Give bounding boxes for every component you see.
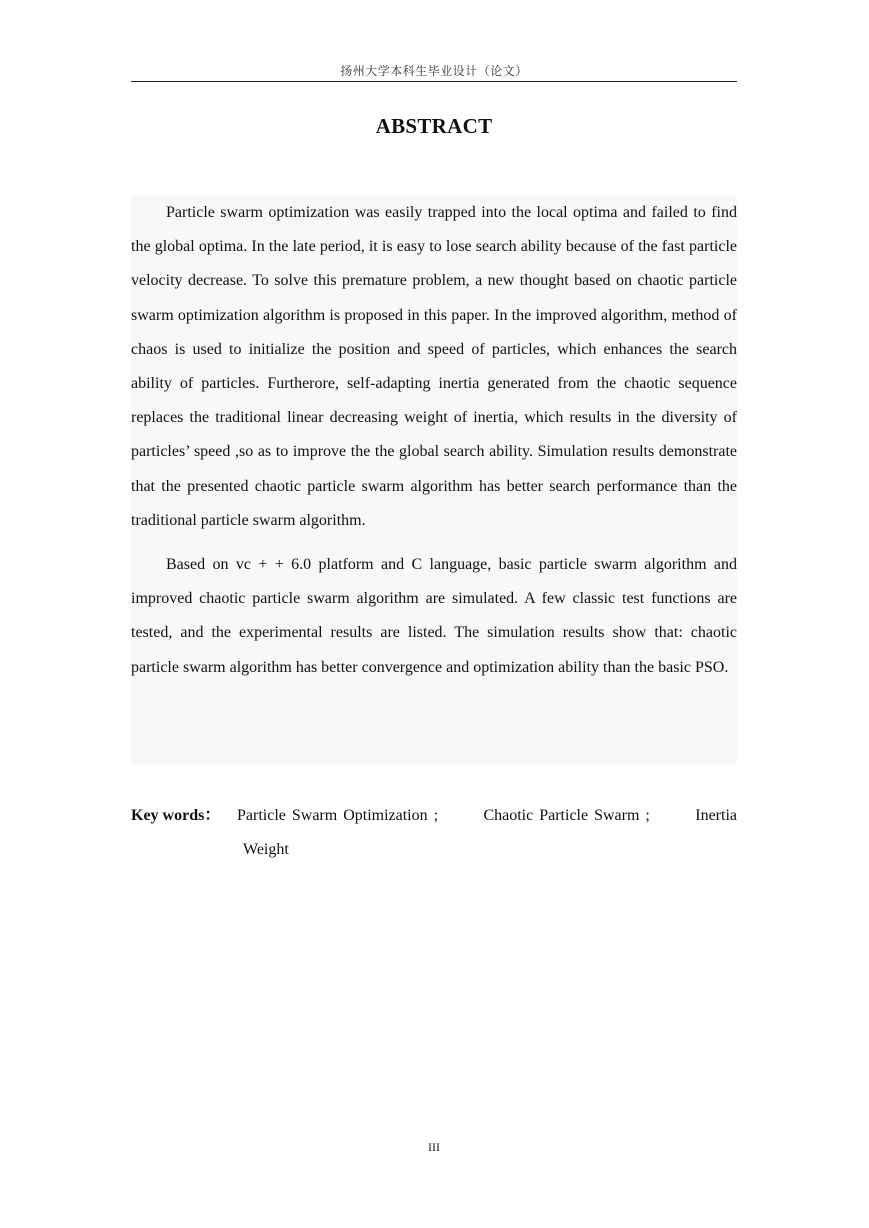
keyword-item: Particle Swarm Optimization ; — [237, 807, 439, 824]
keywords-line-1 — [237, 799, 737, 833]
abstract-title: ABSTRACT — [375, 114, 493, 138]
header-rule — [131, 81, 737, 82]
abstract-paragraph-2: Based on vc + + 6.0 platform and C language, basic particle swarm algorithm and improved chaotic particle swarm algorithm are simulated. A few classic test functions are tested, and the experimental results are listed. The simulation results show that: chaotic particle swarm algorithm has better convergence and optimization ability than the basic PSO. — [131, 556, 737, 676]
running-header: 扬州大学本科生毕业设计（论文） — [340, 64, 528, 78]
keywords-label: Key words： — [131, 807, 221, 824]
page-number: III — [428, 1140, 440, 1154]
abstract-paragraph-1: Particle swarm optimization was easily trapped into the local optima and failed to find the global optima. In the late period, it is easy to lose search ability because of the fast particle velocity decrease. To solve this premature problem, a new thought based on chaotic particle swarm optimization algorithm is proposed in this paper. In the improved algorithm, method of chaos is used to initialize the position and speed of particles, which enhances the search ability of particles. Furtherore, self-adapting inertia generated from the chaotic sequence replaces the traditional linear decreasing weight of inertia, which results in the diversity of particles’ speed ,so as to improve the the global search ability. Simulation results demonstrate that the presented chaotic particle swarm algorithm has better search performance than the traditional particle swarm algorithm. — [131, 204, 737, 529]
keywords-list — [237, 799, 737, 867]
keyword-item: Chaotic Particle Swarm ; — [483, 807, 650, 824]
abstract-body — [131, 196, 737, 764]
keyword-item: Inertia — [695, 807, 737, 824]
keywords-line-2: Weight — [243, 841, 289, 858]
